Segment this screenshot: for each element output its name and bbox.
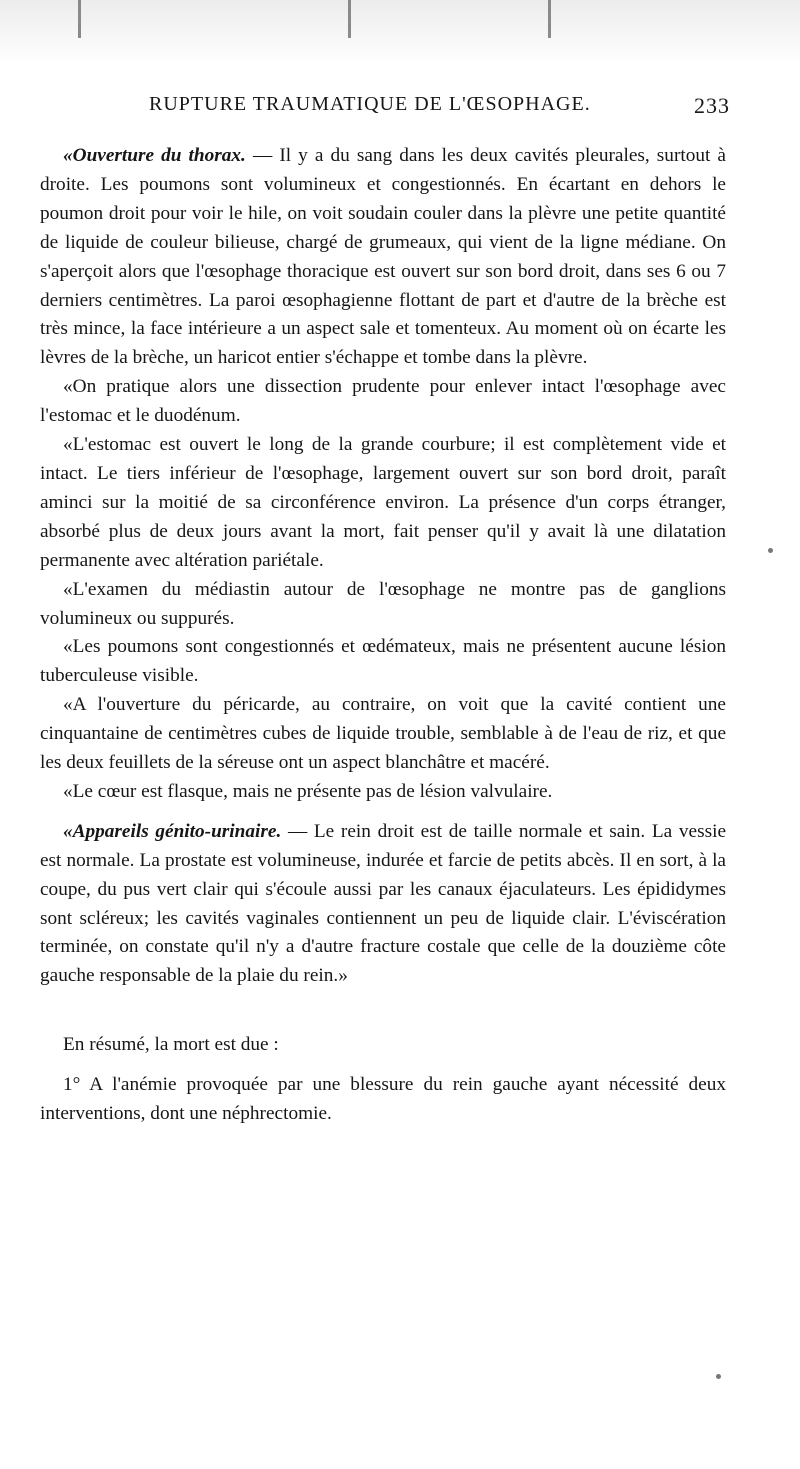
- running-head: [70, 93, 730, 123]
- scan-top-edge: [0, 0, 800, 64]
- paragraph-poumons: «Les poumons sont congestionnés et œdémateux, mais ne présentent aucune lésion tuberculeuse visible.: [40, 636, 726, 687]
- scan-mark: [348, 0, 351, 38]
- paragraph-dissection: «On pratique alors une dissection prudente pour enlever intact l'œsophage avec l'estomac et le duodénum.: [40, 376, 726, 427]
- paragraph-resume: En résumé, la mort est due :: [63, 1034, 279, 1056]
- paragraph-text: — Il y a du sang dans les deux cavités pleurales, surtout à droite. Les poumons sont volumineux et congestionnés. En écartant en dehors le poumon droit pour voir le hile, on voit soudain couler dans la plèvre une petite quantité de liquide de couleur bilieuse, chargé de grumeaux, qui vient de la ligne médiane. On s'aperçoit alors que l'œsophage thoracique est ouvert sur son bord droit, dans ses 6 ou 7 derniers centimètres. La paroi œsophagienne flottant de part et d'autre de la brèche est très mince, la face intérieure a un aspect sale et tomenteux. Au moment où on écarte les lèvres de la brèche, un haricot entier s'échappe et tombe dans la plèvre.: [40, 145, 726, 369]
- paragraph-conclusion-1: 1° A l'anémie provoquée par une blessure du rein gauche ayant nécessité deux interventions, dont une néphrectomie.: [40, 1074, 726, 1125]
- section-lead-genito-urinaire: «Appareils génito-urinaire.: [63, 820, 282, 842]
- paragraph-thorax: [40, 142, 726, 373]
- paragraph-genito-urinaire: [40, 818, 726, 991]
- paragraph-pericarde: «A l'ouverture du péricarde, au contraire, on voit que la cavité contient une cinquantaine de centimètres cubes de liquide trouble, semblable à de l'eau de riz, et que les deux feuillets de la séreuse ont un aspect blanchâtre et macéré.: [40, 694, 726, 774]
- scan-speck: [768, 548, 773, 553]
- paragraph-text: — Le rein droit est de taille normale et sain. La vessie est normale. La prostate est volumineuse, indurée et farcie de petits abcès. Il en sort, à la coupe, du pus vert clair qui s'écoule aussi par les canaux éjaculateurs. Les épididymes sont scléreux; les cavités vaginales contiennent un peu de liquide clair. L'éviscération terminée, on constate qu'il n'y a d'autre fracture costale que celle de la douzième côte gauche responsable de la plaie du rein.»: [40, 820, 727, 987]
- section-lead-thorax: «Ouverture du thorax.: [63, 145, 246, 166]
- scan-mark: [78, 0, 81, 38]
- body-text: [40, 142, 726, 1129]
- page-number: 233: [694, 93, 730, 118]
- paragraph-mediastin: «L'examen du médiastin autour de l'œsophage ne montre pas de ganglions volumineux ou suppurés.: [40, 578, 726, 629]
- paragraph-coeur: «Le cœur est flasque, mais ne présente pas de lésion valvulaire.: [63, 780, 553, 802]
- running-title: RUPTURE TRAUMATIQUE DE L'ŒSOPHAGE.: [149, 93, 591, 115]
- scan-mark: [548, 0, 551, 38]
- scan-speck: [716, 1374, 721, 1379]
- paragraph-estomac: «L'estomac est ouvert le long de la grande courbure; il est complètement vide et intact. Le tiers inférieur de l'œsophage, largement ouvert sur son bord droit, paraît aminci sur la moitié de sa circonférence environ. La présence d'un corps étranger, absorbé plus de deux jours avant la mort, fait penser qu'il y avait là une dilatation permanente avec altération pariétale.: [40, 434, 726, 571]
